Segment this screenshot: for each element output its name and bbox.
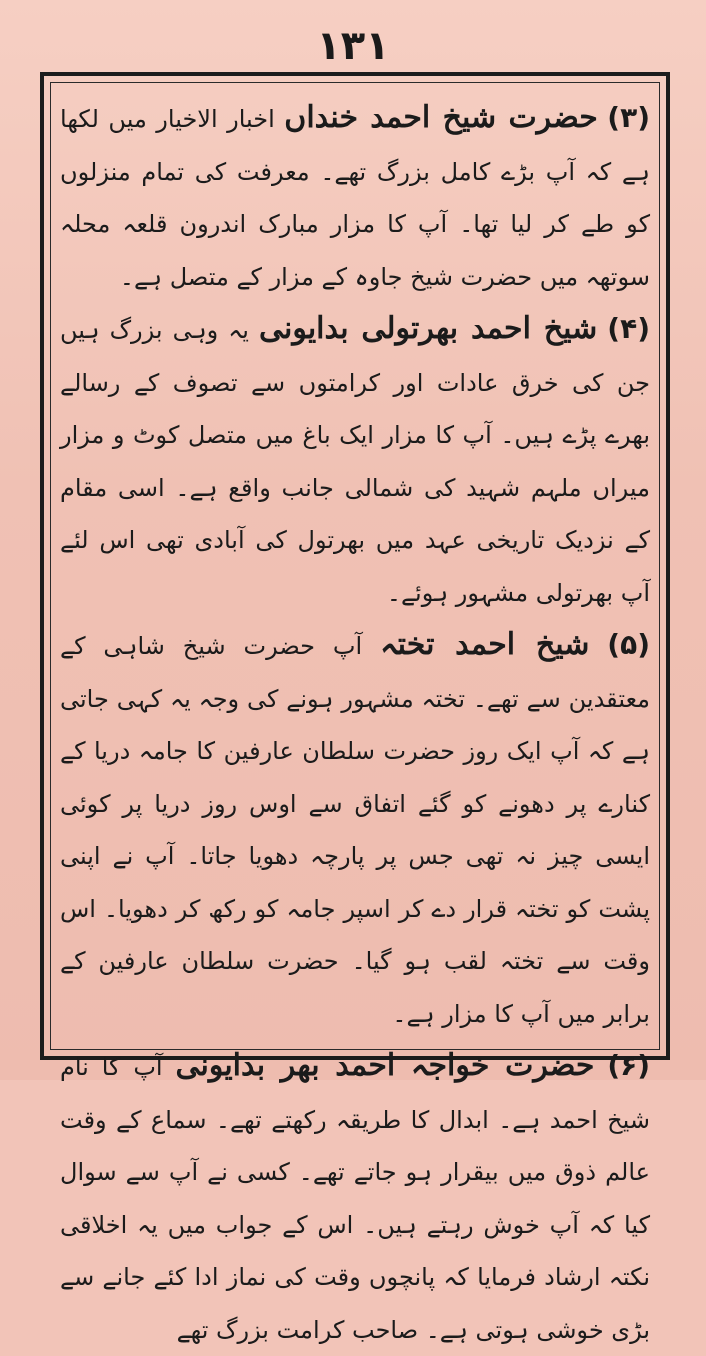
- entry-number: (۵): [607, 628, 650, 661]
- entry-heading: شیخ احمد تختہ: [380, 627, 590, 662]
- entry-heading: حضرت خواجہ احمد بھر بدایونی: [175, 1048, 595, 1083]
- entry-6: [60, 1040, 650, 1356]
- entry-3: [60, 92, 650, 303]
- entry-body: آپ کا نام شیخ احمد ہے۔ ابدال کا طریقہ رکھتے تھے۔ سماع کے وقت عالم ذوق میں بیقرار ہو جاتے تھے۔ کسی نے آپ سے سوال کیا کہ آپ خوش رہتے ہیں۔ اس کے جواب میں یہ اخلاقی نکتہ ارشاد فرمایا کہ پانچوں وقت کی نماز ادا کئے جانے سے بڑی خوشی ہوتی ہے۔ صاحب کرامت بزرگ تھے: [60, 1053, 650, 1344]
- entry-number: (۳): [607, 101, 650, 134]
- entry-number: (۴): [607, 312, 650, 345]
- entry-body: یہ وہی بزرگ ہیں جن کی خرق عادات اور کرامتوں سے تصوف کے رسالے بھرے پڑے ہیں۔ آپ کا مزار ایک باغ میں متصل کوٹ و مزار میراں ملہم شہید کی شمالی جانب واقع ہے۔ اسی مقام کے نزدیک تاریخی عہد میں بھرتول کی آبادی تھی اس لئے آپ بھرتولی مشہور ہوئے۔: [60, 316, 650, 607]
- entry-heading: حضرت شیخ احمد خنداں: [284, 100, 598, 135]
- entry-5: [60, 619, 650, 1040]
- entry-number: (۶): [607, 1049, 650, 1082]
- entry-heading: شیخ احمد بھرتولی بدایونی: [258, 311, 598, 346]
- entry-body: اخبار الاخیار میں لکھا ہے کہ آپ بڑے کامل بزرگ تھے۔ معرفت کی تمام منزلوں کو طے کر لیا تھا۔ آپ کا مزار مبارک اندرون قلعہ محلہ سوتھہ میں حضرت شیخ جاوہ کے مزار کے متصل ہے۔: [60, 105, 650, 291]
- entry-body: آپ حضرت شیخ شاہی کے معتقدین سے تھے۔ تختہ مشہور ہونے کی وجہ یہ کہی جاتی ہے کہ آپ ایک روز حضرت سلطان عارفین کا جامہ دریا کے کنارے پر دھونے کو گئے اتفاق سے اوس روز دریا پر کوئی ایسی چیز نہ تھی جس پر پارچہ دھویا جاتا۔ آپ نے اپنی پشت کو تختہ قرار دے کر اسپر جامہ کو رکھ کر دھویا۔ اس وقت سے تختہ لقب ہو گیا۔ حضرت سلطان عارفین کے برابر میں آپ کا مزار ہے۔: [60, 632, 650, 1028]
- entry-4: [60, 303, 650, 619]
- page-text: [60, 92, 650, 1344]
- page-number: ۱۳۱: [316, 23, 390, 69]
